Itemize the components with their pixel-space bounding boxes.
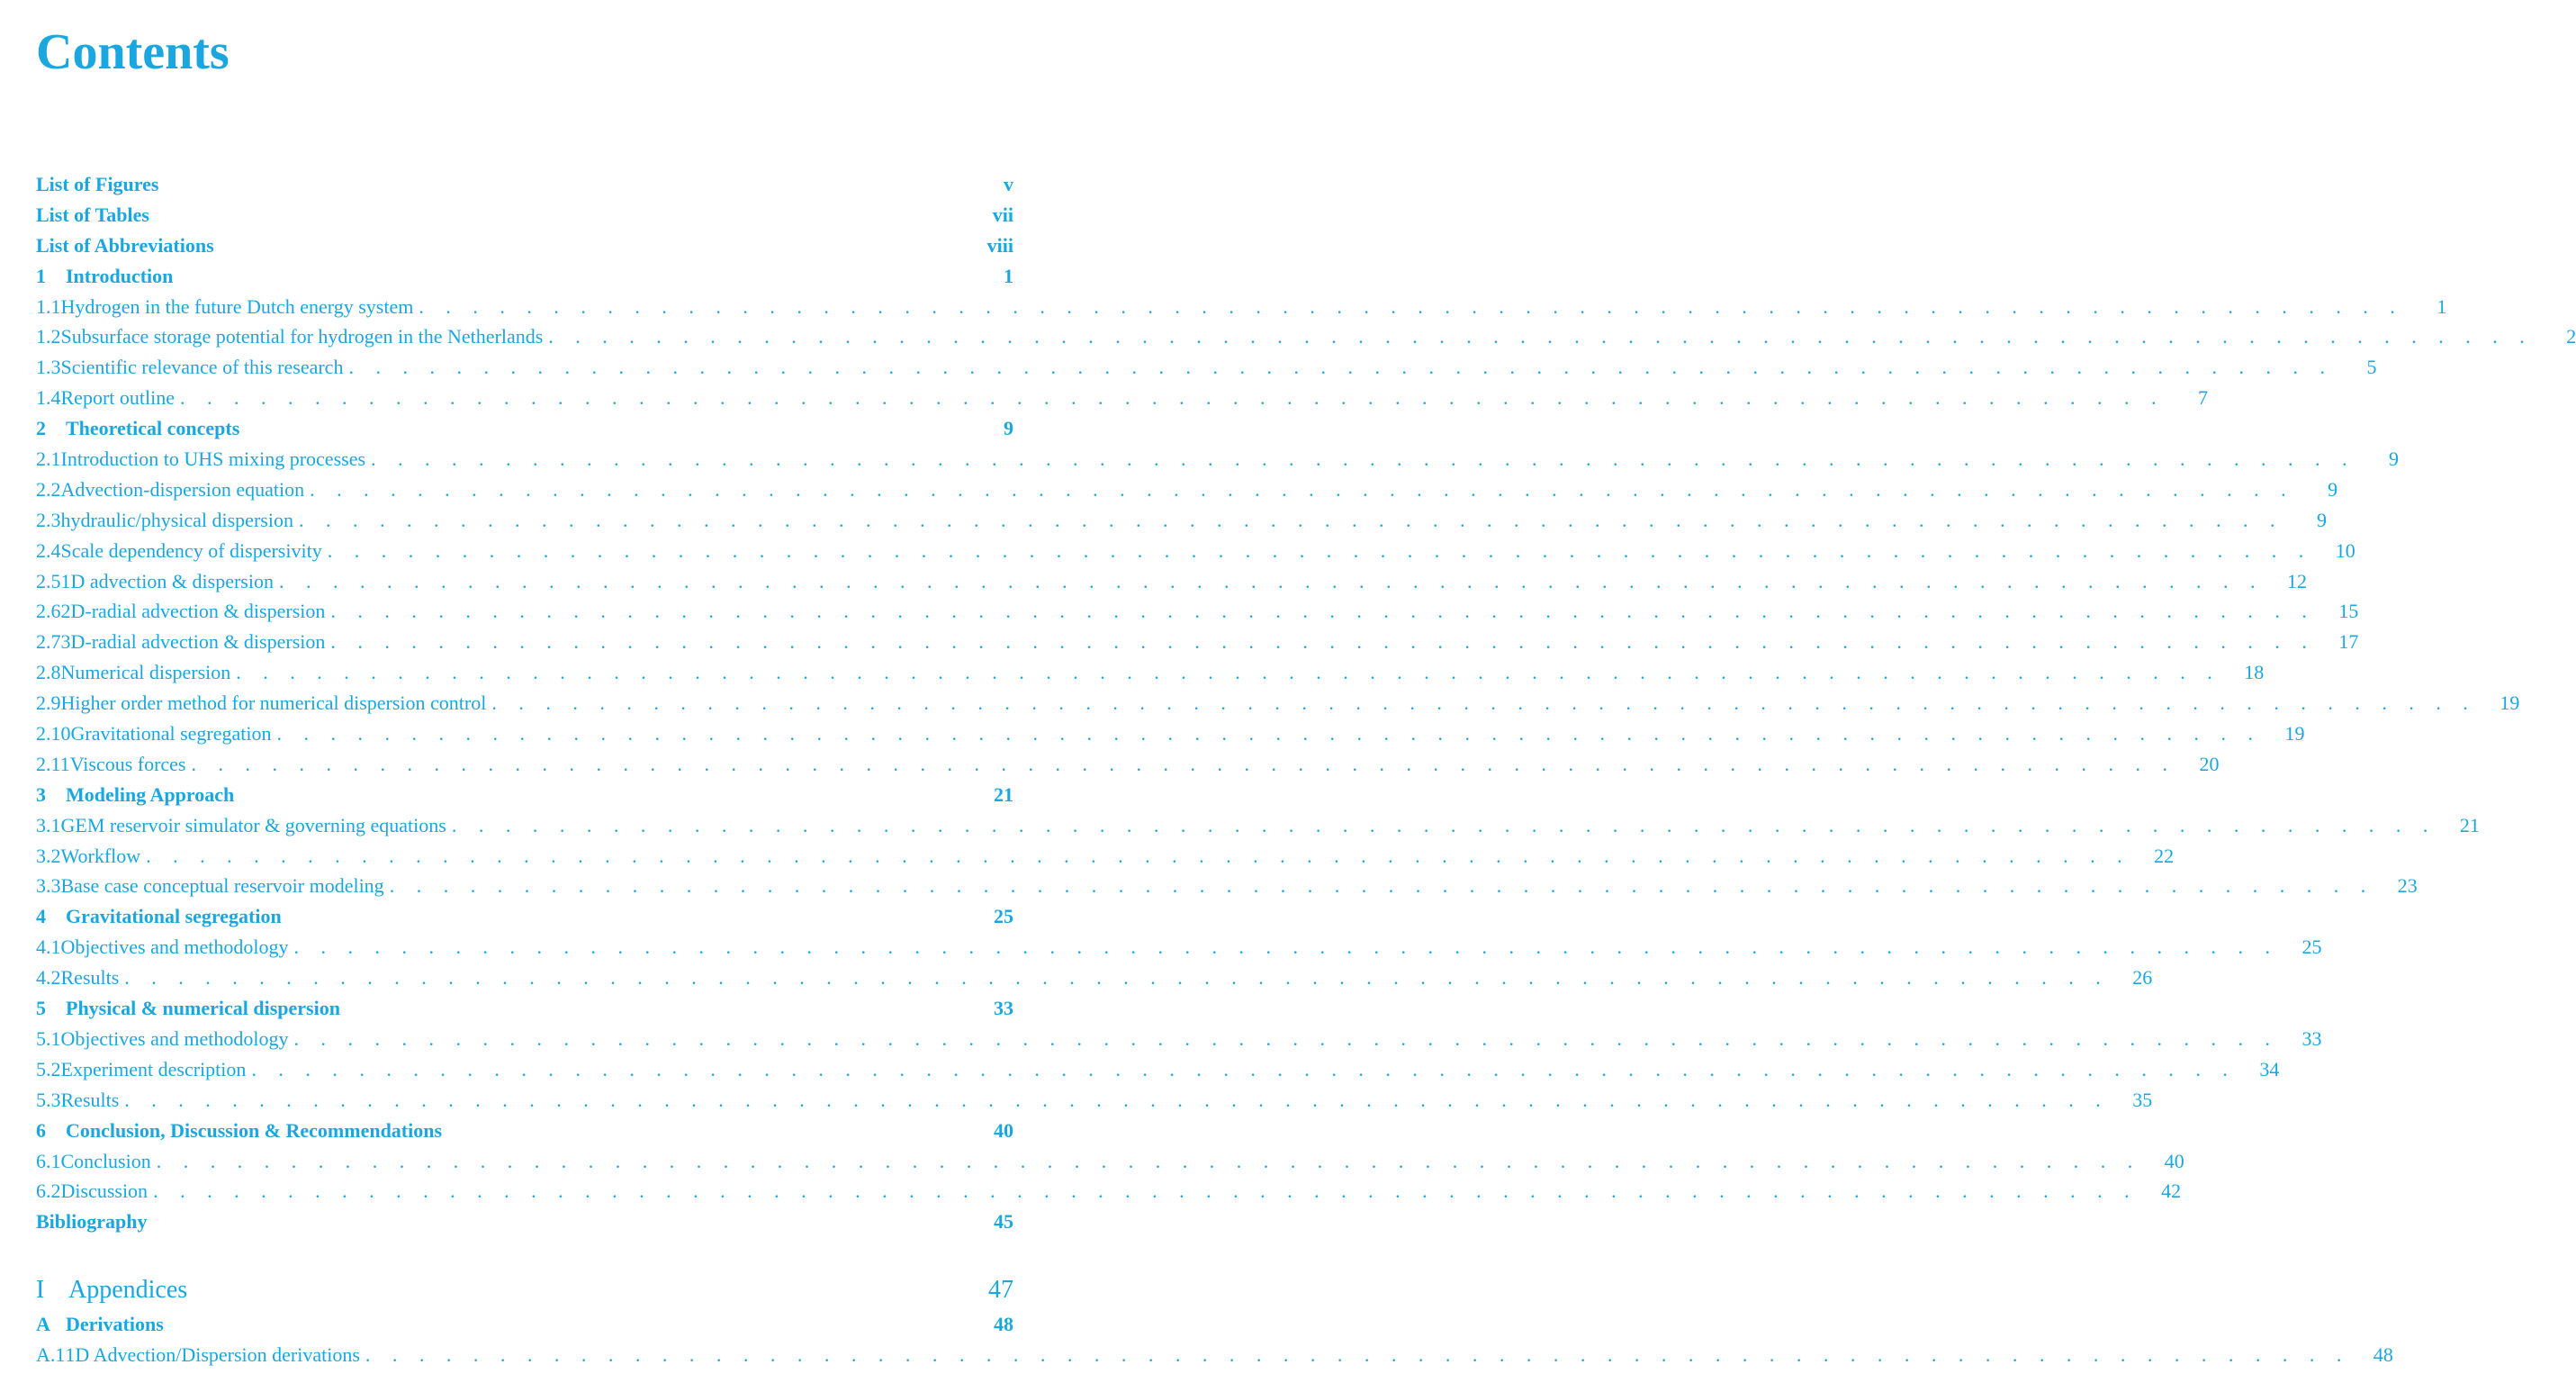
toc-dot-leader: . . . . . . . . . . . . . . . . . . . . . . . . . . . . . . . . . . . . . . . . . . . . . . . . . . . . . . . . . . . . . . . . . . . . . . . . . . [491,692,2477,715]
toc-entry-label[interactable]: Workflow [60,844,141,867]
toc-entry-number: I [36,1276,45,1305]
toc-entry-label[interactable]: Base case conceptual reservoir modeling [60,874,384,898]
toc-dot-leader: . . . . . . . . . . . . . . . . . . . . . . . . . . . . . . . . . . . . . . . . . . . . . . . . . . . . . . . . . . . . . . . . . . . . . . . . . . [348,356,2334,379]
toc-entry-number: 3.2 [36,844,61,867]
toc-entry-label[interactable]: Gravitational segregation [70,722,272,746]
toc-entry-number: A.1 [36,1343,66,1367]
toc-dot-leader: . . . . . . . . . . . . . . . . . . . . . . . . . . . . . . . . . . . . . . . . . . . . . . . . . . . . . . . . . . . . . . . . . . . . . . . . . . [389,874,2374,898]
toc-page-number: 47 [988,1276,1013,1305]
toc-page-number: 33 [994,997,1013,1020]
toc-dot-leader: . . . . . . . . . . . . . . . . . . . . . . . . . . . . . . . . . . . . . . . . . . . . . . . . . . . . . . . . . . . . . . . . . . . . . . . . . . [179,386,2165,410]
toc-section-entry[interactable] [36,871,2418,901]
toc-chapter-entry[interactable] [36,1116,1013,1146]
toc-entry-number: A [36,1313,50,1336]
toc-section-entry[interactable] [36,292,2447,322]
toc-entry-number: 2 [36,417,46,440]
toc-page-number: 19 [2284,722,2305,746]
toc-section-entry[interactable] [36,444,2400,475]
toc-entry-number: 2.9 [36,692,61,715]
toc-dot-leader: . . . . . . . . . . . . . . . . . . . . . . . . . . . . . . . . . . . . . . . . . . . . . . . . . . . . . . . . . . . . . . . . . . . . . . . . . . [293,936,2279,959]
toc-entry-label[interactable]: List of Figures [36,173,159,195]
toc-entry-label[interactable]: Derivations [66,1313,164,1336]
toc-entry-number: 1 [36,264,46,287]
toc-entry-label[interactable]: Discussion [60,1180,149,1203]
toc-chapter-entry[interactable] [36,901,1013,932]
toc-chapter-entry[interactable] [36,261,1013,292]
toc-chapter-entry[interactable] [36,200,1013,230]
toc-page-number: 42 [2161,1180,2182,1203]
toc-page-number: 20 [2199,752,2220,775]
toc-section-entry[interactable] [36,688,2520,719]
toc-chapter-entry[interactable] [36,993,1013,1024]
toc-entry-label[interactable]: Hydrogen in the future Dutch energy system [60,294,414,318]
toc-entry-label[interactable]: Advection-dispersion equation [60,477,305,501]
toc-entry-number: 5 [36,997,46,1020]
toc-entry-label[interactable]: Conclusion, Discussion & Recommendations [66,1118,443,1142]
toc-entry-label[interactable]: Subsurface storage potential for hydrogen in the Netherlands [60,325,544,348]
toc-page-number: v [1004,173,1013,195]
toc-dot-leader: . . . . . . . . . . . . . . . . . . . . . . . . . . . . . . . . . . . . . . . . . . . . . . . . . . . . . . . . . . . . . . . . . . . . . . . . . . [124,1088,2110,1111]
toc-dot-leader: . . . . . . . . . . . . . . . . . . . . . . . . . . . . . . . . . . . . . . . . . . . . . . . . . . . . . . . . . . . . . . . . . . . . . . . . . . [298,508,2283,531]
toc-section-entry[interactable] [36,505,2327,536]
toc-section-entry[interactable] [36,566,2307,597]
toc-page-number: 1 [2436,294,2447,318]
toc-dot-leader: . . . . . . . . . . . . . . . . . . . . . . . . . . . . . . . . . . . . . . . . . . . . . . . . . . . . . . . . . . . . . . . . . . . . . . . . . . [146,844,2131,867]
toc-section-entry[interactable] [36,963,2153,993]
toc-entry-label[interactable]: Higher order method for numerical dispersion control [60,692,487,715]
toc-section-entry[interactable] [36,749,2220,780]
toc-entry-number: 5.1 [36,1026,61,1050]
toc-dot-leader: . . . . . . . . . . . . . . . . . . . . . . . . . . . . . . . . . . . . . . . . . . . . . . . . . . . . . . . . . . . . . . . . . . . . . . . . . . [365,1343,2350,1367]
toc-section-entry[interactable] [36,841,2175,872]
toc-entry-label[interactable]: hydraulic/physical dispersion [60,508,293,531]
toc-page-number: 15 [2338,600,2359,623]
toc-entry-label[interactable]: Bibliography [36,1210,148,1234]
toc-page-number: 48 [2373,1343,2393,1367]
toc-page-number: 7 [2197,386,2208,410]
toc-entry-label[interactable]: 2D-radial advection & dispersion [60,600,326,623]
toc-page-number: 25 [2301,936,2322,959]
toc-page-number: vii [992,203,1013,226]
toc-entry-label[interactable]: Report outline [60,386,175,410]
toc-entry-number: 3.3 [36,874,61,898]
toc-entry-label[interactable]: Introduction [66,264,174,287]
toc-section-entry[interactable] [36,1340,2393,1370]
toc-chapter-entry[interactable] [36,780,1013,810]
toc-page-number: 12 [2286,569,2307,592]
toc-page-number: 26 [2132,966,2153,990]
toc-page-number: 2 [2566,325,2576,348]
toc-entry-label[interactable]: Conclusion [60,1149,151,1172]
toc-dot-leader: . . . . . . . . . . . . . . . . . . . . . . . . . . . . . . . . . . . . . . . . . . . . . . . . . . . . . . . . . . . . . . . . . . . . . . . . . . [153,1180,2139,1203]
toc-chapter-entry[interactable] [36,230,1013,261]
toc-page-number: 17 [2338,630,2359,654]
toc-entry-label[interactable]: Experiment description [60,1057,247,1080]
toc-entry-label[interactable]: 3D-radial advection & dispersion [60,630,326,654]
toc-section-entry[interactable] [36,1054,2280,1085]
toc-entry-label[interactable]: Modeling Approach [66,782,235,806]
toc-entry-label[interactable]: List of Abbreviations [36,233,214,257]
toc-page-number: 9 [2328,477,2338,501]
toc-page-number: 25 [994,905,1013,928]
toc-page-number: 5 [2366,356,2377,379]
toc-entry-label[interactable]: Objectives and methodology [60,936,289,959]
toc-section-entry[interactable] [36,321,2576,352]
toc-section-entry[interactable] [36,719,2305,749]
toc-page-number: 40 [994,1118,1013,1142]
toc-entry-number: 4.1 [36,936,61,959]
toc-entry-number: 6.1 [36,1149,61,1172]
toc-entry-number: 4 [36,905,46,928]
toc-page-number: 1 [1004,264,1013,287]
toc-entry-number: 2.3 [36,508,61,531]
toc-dot-leader: . . . . . . . . . . . . . . . . . . . . . . . . . . . . . . . . . . . . . . . . . . . . . . . . . . . . . . . . . . . . . . . . . . . . . . . . . . [236,661,2221,684]
toc-entry-number: 5.3 [36,1088,61,1111]
toc-dot-leader: . . . . . . . . . . . . . . . . . . . . . . . . . . . . . . . . . . . . . . . . . . . . . . . . . . . . . . . . . . . . . . . . . . . . . . . . . . [276,722,2262,746]
toc-entry-number: 2.2 [36,477,61,501]
toc-section-entry[interactable] [36,1024,2322,1054]
toc-page-number: 35 [2132,1088,2153,1111]
toc-dot-leader: . . . . . . . . . . . . . . . . . . . . . . . . . . . . . . . . . . . . . . . . . . . . . . . . . . . . . . . . . . . . . . . . . . . . . . . . . . [548,325,2534,348]
toc-section-entry[interactable] [36,352,2377,383]
toc-page-number: 18 [2244,661,2265,684]
toc-page-number: 9 [2316,508,2327,531]
toc-section-entry[interactable] [36,657,2265,688]
toc-section-entry[interactable] [36,1085,2153,1116]
toc-dot-leader: . . . . . . . . . . . . . . . . . . . . . . . . . . . . . . . . . . . . . . . . . . . . . . . . . . . . . . . . . . . . . . . . . . . . . . . . . . [330,630,2316,654]
table-of-contents [36,169,2576,1370]
toc-dot-leader: . . . . . . . . . . . . . . . . . . . . . . . . . . . . . . . . . . . . . . . . . . . . . . . . . . . . . . . . . . . . . . . . . . . . . . . . . . [191,752,2176,775]
toc-dot-leader: . . . . . . . . . . . . . . . . . . . . . . . . . . . . . . . . . . . . . . . . . . . . . . . . . . . . . . . . . . . . . . . . . . . . . . . . . . [327,538,2312,562]
toc-chapter-entry[interactable] [36,1309,1013,1340]
toc-entry-label[interactable]: Results [60,1088,120,1111]
toc-entry-number: 1.2 [36,325,61,348]
toc-entry-number: 2.11 [36,752,70,775]
toc-dot-leader: . . . . . . . . . . . . . . . . . . . . . . . . . . . . . . . . . . . . . . . . . . . . . . . . . . . . . . . . . . . . . . . . . . . . . . . . . . [124,966,2110,990]
toc-entry-label[interactable]: Scale dependency of dispersivity [60,538,322,562]
toc-entry-label[interactable]: Viscous forces [69,752,186,775]
toc-page-number: 21 [994,782,1013,806]
toc-part-entry[interactable] [36,1271,1013,1309]
toc-entry-label[interactable]: 1D Advection/Dispersion derivations [65,1343,360,1367]
toc-entry-label[interactable]: 1D advection & dispersion [60,569,274,592]
toc-chapter-entry[interactable] [36,169,1013,200]
toc-section-entry[interactable] [36,536,2355,566]
toc-dot-leader: . . . . . . . . . . . . . . . . . . . . . . . . . . . . . . . . . . . . . . . . . . . . . . . . . . . . . . . . . . . . . . . . . . . . . . . . . . [451,813,2436,836]
toc-entry-number: 1.4 [36,386,61,410]
toc-dot-leader: . . . . . . . . . . . . . . . . . . . . . . . . . . . . . . . . . . . . . . . . . . . . . . . . . . . . . . . . . . . . . . . . . . . . . . . . . . [251,1057,2237,1080]
toc-entry-number: 1.3 [36,356,61,379]
toc-entry-number: 6.2 [36,1180,61,1203]
toc-entry-number: 2.6 [36,600,61,623]
toc-entry-number: 4.2 [36,966,61,990]
toc-entry-number: 5.2 [36,1057,61,1080]
toc-page-number: 9 [2389,447,2400,471]
toc-entry-label[interactable]: GEM reservoir simulator & governing equations [60,813,446,836]
toc-section-entry[interactable] [36,475,2338,505]
toc-page-number: 45 [994,1210,1013,1234]
toc-page-number: 22 [2154,844,2175,867]
toc-entry-label[interactable]: Gravitational segregation [66,905,282,928]
toc-dot-leader: . . . . . . . . . . . . . . . . . . . . . . . . . . . . . . . . . . . . . . . . . . . . . . . . . . . . . . . . . . . . . . . . . . . . . . . . . . [330,600,2316,623]
toc-dot-leader: . . . . . . . . . . . . . . . . . . . . . . . . . . . . . . . . . . . . . . . . . . . . . . . . . . . . . . . . . . . . . . . . . . . . . . . . . . [419,294,2404,318]
toc-entry-number: 2.10 [36,722,71,746]
toc-section-entry[interactable] [36,1146,2184,1177]
toc-entry-number: 1.1 [36,294,61,318]
toc-section-entry[interactable] [36,932,2322,963]
toc-entry-number: 2.8 [36,661,61,684]
toc-page-number: 21 [2459,813,2480,836]
toc-section-entry[interactable] [36,596,2359,627]
toc-entry-label[interactable]: Results [60,966,120,990]
page-title: Contents [36,24,230,80]
toc-entry-number: 3.1 [36,813,61,836]
toc-entry-label[interactable]: Objectives and methodology [60,1026,289,1050]
toc-entry-label[interactable]: Scientific relevance of this research [60,356,344,379]
toc-dot-leader: . . . . . . . . . . . . . . . . . . . . . . . . . . . . . . . . . . . . . . . . . . . . . . . . . . . . . . . . . . . . . . . . . . . . . . . . . . [371,447,2356,471]
toc-chapter-entry[interactable] [36,413,1013,444]
toc-entry-number: 2.5 [36,569,61,592]
toc-page-number: 33 [2301,1026,2322,1050]
toc-entry-number: 6 [36,1118,46,1142]
toc-page-number: 48 [994,1313,1013,1336]
toc-page-number: 19 [2499,692,2520,715]
toc-section-entry[interactable] [36,1176,2182,1207]
toc-page-number: 10 [2335,538,2355,562]
toc-dot-leader: . . . . . . . . . . . . . . . . . . . . . . . . . . . . . . . . . . . . . . . . . . . . . . . . . . . . . . . . . . . . . . . . . . . . . . . . . . [310,477,2295,501]
toc-entry-number: 2.4 [36,538,61,562]
toc-section-entry[interactable] [36,627,2359,657]
toc-page-number: viii [986,233,1013,257]
toc-entry-number: 2.1 [36,447,61,471]
toc-dot-leader: . . . . . . . . . . . . . . . . . . . . . . . . . . . . . . . . . . . . . . . . . . . . . . . . . . . . . . . . . . . . . . . . . . . . . . . . . . [293,1026,2279,1050]
toc-entry-label[interactable]: Numerical dispersion [60,661,231,684]
toc-entry-label[interactable]: List of Tables [36,203,149,226]
toc-entry-number: 2.7 [36,630,61,654]
toc-section-entry[interactable] [36,383,2208,413]
toc-entry-label[interactable]: Appendices [68,1276,188,1305]
toc-page-number: 23 [2397,874,2418,898]
toc-page-number: 40 [2164,1149,2184,1172]
toc-section-entry[interactable] [36,810,2480,841]
toc-page-number: 9 [1004,417,1013,440]
toc-dot-leader: . . . . . . . . . . . . . . . . . . . . . . . . . . . . . . . . . . . . . . . . . . . . . . . . . . . . . . . . . . . . . . . . . . . . . . . . . . [278,569,2264,592]
toc-entry-label[interactable]: Theoretical concepts [66,417,240,440]
toc-entry-label[interactable]: Introduction to UHS mixing processes [60,447,366,471]
toc-page-number: 34 [2259,1057,2280,1080]
toc-dot-leader: . . . . . . . . . . . . . . . . . . . . . . . . . . . . . . . . . . . . . . . . . . . . . . . . . . . . . . . . . . . . . . . . . . . . . . . . . . [156,1149,2141,1172]
toc-chapter-entry[interactable] [36,1207,1013,1237]
toc-entry-label[interactable]: Physical & numerical dispersion [66,997,340,1020]
toc-entry-number: 3 [36,782,46,806]
